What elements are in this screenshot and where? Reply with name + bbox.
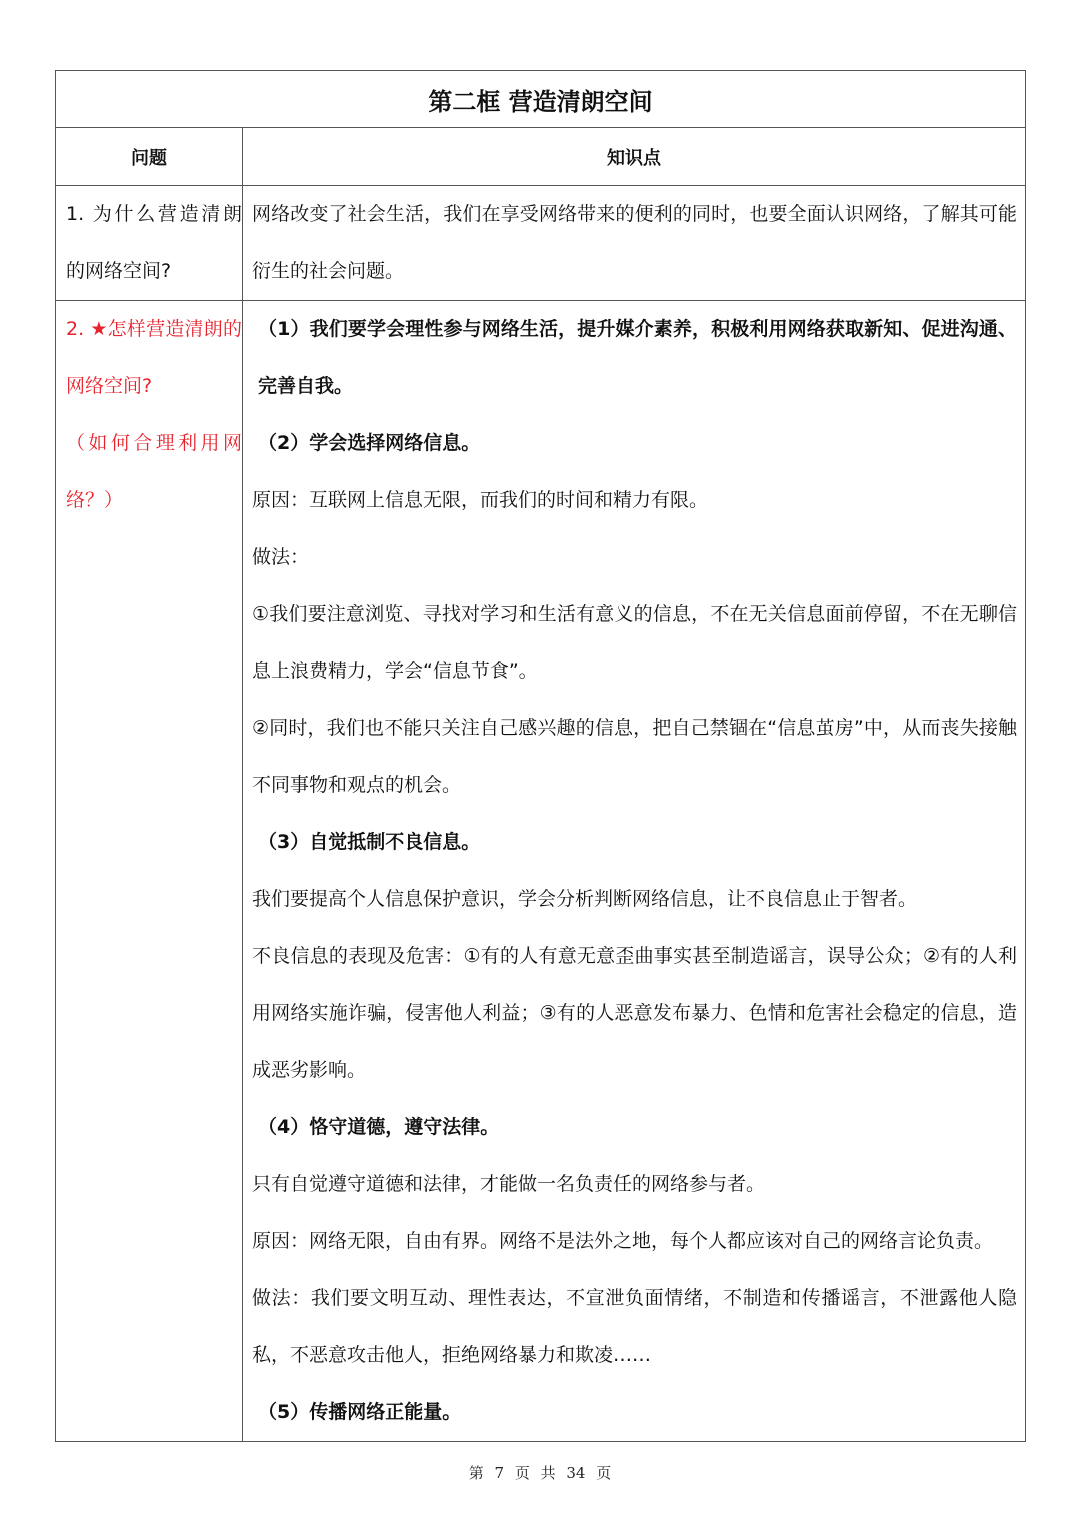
- answer-paragraph: ②同时，我们也不能只关注自己感兴趣的信息，把自己禁锢在“信息茧房”中，从而丧失接触不同事物和观点的机会。: [252, 717, 1018, 796]
- question-cell-highlighted: [56, 301, 243, 1442]
- title-row: [56, 71, 1026, 128]
- header-question: 问题: [56, 128, 243, 186]
- header-row: [56, 128, 1026, 186]
- answer-paragraph: ①我们要注意浏览、寻找对学习和生活有意义的信息，不在无关信息面前停留，不在无聊信息上浪费精力，学会“信息节食”。: [252, 603, 1018, 682]
- answer-paragraph: 只有自觉遵守道德和法律，才能做一名负责任的网络参与者。: [252, 1173, 766, 1195]
- answer-paragraph: 做法：: [252, 546, 310, 568]
- question-note: （如何合理利用网络？）: [66, 432, 242, 511]
- page-title: 第二框 营造清朗空间: [56, 71, 1026, 128]
- table-row: [56, 186, 1026, 301]
- question-text: 1. 为什么营造清朗的网络空间?: [66, 203, 242, 282]
- section-heading-4: （4）恪守道德，遵守法律。: [258, 1116, 500, 1138]
- answer-cell: [243, 301, 1026, 1442]
- header-knowledge: 知识点: [243, 128, 1026, 186]
- answer-paragraph: 我们要提高个人信息保护意识，学会分析判断网络信息，让不良信息止于智者。: [252, 888, 918, 910]
- answer-paragraph: 网络改变了社会生活，我们在享受网络带来的便利的同时，也要全面认识网络，了解其可能衍生的社会问题。: [252, 203, 1018, 282]
- knowledge-table: [55, 70, 1026, 1442]
- section-heading-3: （3）自觉抵制不良信息。: [258, 831, 481, 853]
- answer-cell: [243, 186, 1026, 301]
- section-heading-5: （5）传播网络正能量。: [258, 1401, 462, 1423]
- question-cell: [56, 186, 243, 301]
- question-text: 2. ★怎样营造清朗的网络空间?: [66, 318, 242, 397]
- section-heading-2: （2）学会选择网络信息。: [258, 432, 481, 454]
- answer-paragraph: 做法：我们要文明互动、理性表达，不宣泄负面情绪，不制造和传播谣言，不泄露他人隐私，不恶意攻击他人，拒绝网络暴力和欺凌……: [252, 1287, 1018, 1366]
- answer-paragraph: 不良信息的表现及危害：①有的人有意无意歪曲事实甚至制造谣言，误导公众；②有的人利用网络实施诈骗，侵害他人利益；③有的人恶意发布暴力、色情和危害社会稳定的信息，造成恶劣影响。: [252, 945, 1018, 1081]
- answer-paragraph: 原因：网络无限，自由有界。网络不是法外之地，每个人都应该对自己的网络言论负责。: [252, 1230, 994, 1252]
- answer-paragraph: 原因：互联网上信息无限，而我们的时间和精力有限。: [252, 489, 709, 511]
- section-heading-1: （1）我们要学会理性参与网络生活，提升媒介素养，积极利用网络获取新知、促进沟通、完善自我。: [258, 318, 1018, 397]
- page-footer: 第 7 页 共 34 页: [468, 1464, 612, 1482]
- table-row: [56, 301, 1026, 1442]
